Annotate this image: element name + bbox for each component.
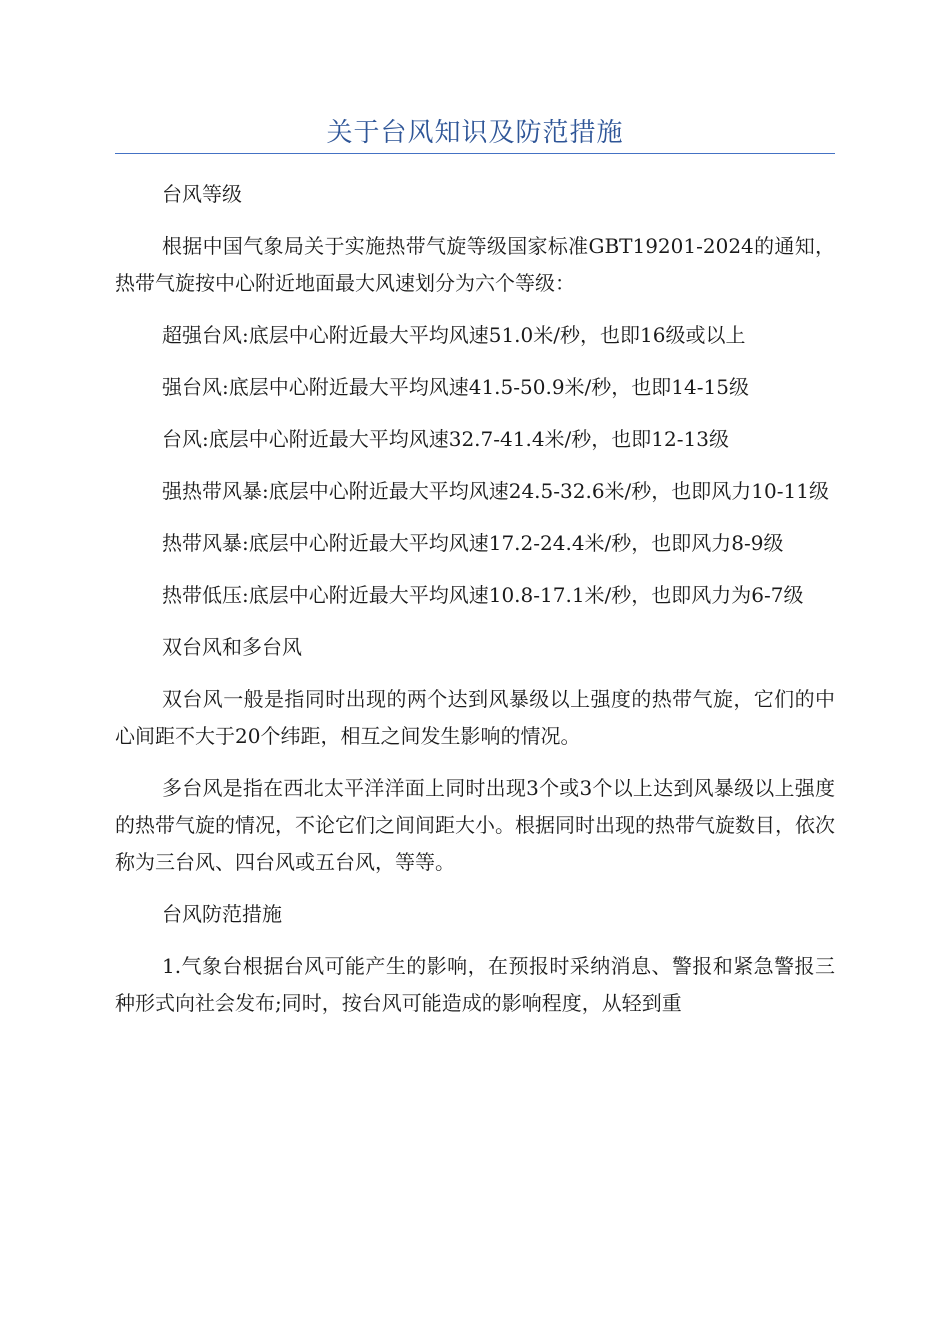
paragraph-super-typhoon: 超强台风:底层中心附近最大平均风速51.0米/秒，也即16级或以上 — [162, 323, 746, 347]
paragraph-multiple-typhoon: 多台风是指在西北太平洋洋面上同时出现3个或3个以上达到风暴级以上强度的热带气旋的情况，不论它们之间间距大小。根据同时出现的热带气旋数目，依次称为三台风、四台风或五台风，等等。 — [115, 776, 835, 874]
section-heading-multiple-typhoons: 双台风和多台风 — [162, 635, 302, 659]
paragraph-classification-intro: 根据中国气象局关于实施热带气旋等级国家标准GBT19201-2024的通知，热带气旋按中心附近地面最大风速划分为六个等级： — [115, 234, 835, 295]
paragraph-severe-typhoon: 强台风:底层中心附近最大平均风速41.5-50.9米/秒，也即14-15级 — [162, 375, 749, 399]
paragraph-double-typhoon: 双台风一般是指同时出现的两个达到风暴级以上强度的热带气旋，它们的中心间距不大于20个纬距，相互之间发生影响的情况。 — [115, 687, 835, 748]
document-title: 关于台风知识及防范措施 — [326, 118, 624, 148]
title-underline — [115, 153, 835, 154]
section-heading-typhoon-levels: 台风等级 — [162, 182, 242, 206]
paragraph-typhoon: 台风:底层中心附近最大平均风速32.7-41.4米/秒，也即12-13级 — [162, 427, 729, 451]
paragraph-tropical-depression: 热带低压:底层中心附近最大平均风速10.8-17.1米/秒，也即风力为6-7级 — [162, 583, 804, 607]
paragraph-tropical-storm: 热带风暴:底层中心附近最大平均风速17.2-24.4米/秒，也即风力8-9级 — [162, 531, 784, 555]
section-heading-prevention: 台风防范措施 — [162, 902, 282, 926]
paragraph-prevention-1: 1.气象台根据台风可能产生的影响，在预报时采纳消息、警报和紧急警报三种形式向社会发布;同时，按台风可能造成的影响程度，从轻到重 — [115, 954, 835, 1015]
paragraph-severe-tropical-storm: 强热带风暴:底层中心附近最大平均风速24.5-32.6米/秒，也即风力10-11级 — [162, 479, 829, 503]
document-body — [115, 176, 835, 1037]
